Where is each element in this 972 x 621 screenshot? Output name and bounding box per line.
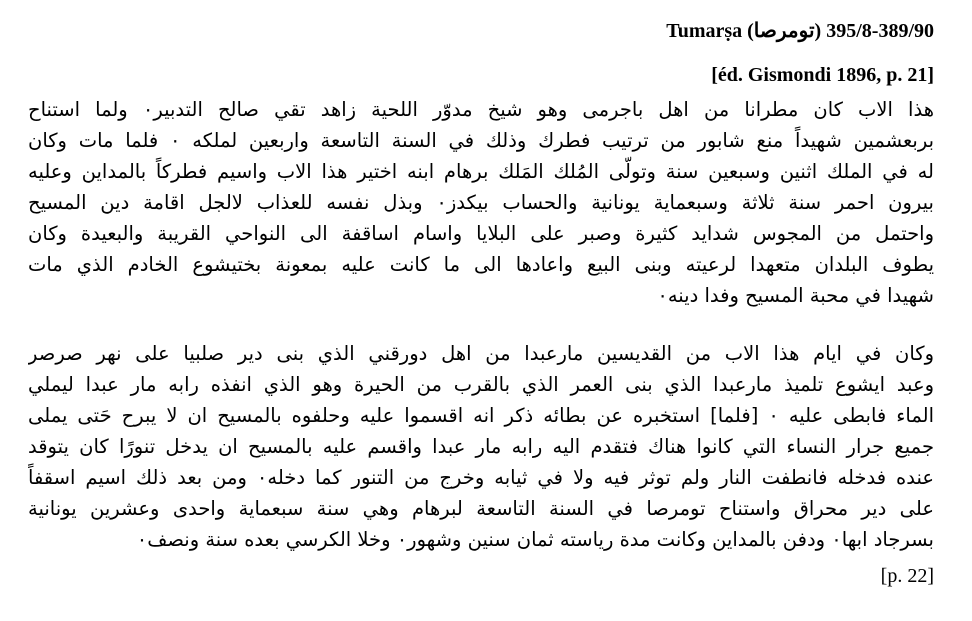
text-line: عنده فدخله فانطفت النار ولم توثر فيه ولا في ثيابه وخرج من التنور كما دخله٠ ومن بعد ذلك اسيم اسقفاً — [28, 466, 934, 489]
text-line: وكان في ايام هذا الاب من القديسين مارعبدا من اهل دورقني الذي بنى دير صلبيا على نهر صرصر — [28, 342, 934, 365]
text-line: الماء فابطى عليه ٠ [فلما] استخبره عن بطائه ذكر انه اقسموا عليه وحلفوه بالمسيح ان لا يبرح حَتى يملى — [28, 404, 934, 427]
page-title: Tumarṣa (تومرصا) 389/90-395/8 — [666, 20, 934, 42]
text-line: على دير محراق واستناح تومرصا في السنة التاسعة لبرهام وهي سنة سبعماية واحدى وعشرين يونانية — [28, 497, 934, 520]
page-reference: [p. 22] — [880, 565, 934, 587]
text-line: شهيدا في محبة المسيح وفدا دينه٠ — [657, 284, 934, 307]
text-line: بربعشمين شهيداً منع شابور من ترتيب فطرك وذلك في السنة التاسعة واربعين لملكه ٠ فلما مات وكان — [28, 129, 934, 152]
paragraph-1 — [28, 94, 934, 311]
text-line: بيرون احمر سنة ثلاثة وسبعماية يونانية والحساب بيكدز٠ وبذل نفسه للعذاب لالجل اقامة دين المسيح — [28, 191, 934, 214]
text-line: بسرجاد ابها٠ ودفن بالمداين وكانت مدة رياسته ثمان سنين وشهور٠ وخلا الكرسي بعده سنة ونصف٠ — [136, 528, 934, 551]
text-line: هذا الاب كان مطرانا من اهل باجرمى وهو شيخ مدوّر اللحية زاهد تقي صالح التدبير٠ ولما استناح — [28, 98, 934, 121]
text-line: واحتمل من المجوس شدايد كثيرة وصبر على البلايا واسام اساقفة الى النواحي القريبة والبعيدة وكان — [28, 222, 934, 245]
paragraph-2 — [28, 338, 934, 555]
edition-reference: [éd. Gismondi 1896, p. 21] — [711, 64, 934, 86]
text-line: له في الملك اثنين وسبعين سنة وتولّى المُلك المَلك برهام ابنه اختير هذا الاب واسيم فطركاً بالمداين وعليه — [28, 160, 934, 183]
text-line: جميع جرار النساء التي كانوا هناك فتقدم اليه رابه مار عبدا واقسم عليه بالمسيح ان يدخل تنورًا كان يتوقد — [28, 435, 934, 458]
text-line: يطوف البلدان متعهدا لرعيته وبنى البيع واعادها الى ما كانت عليه بمعونة بختيشوع الخادم الذي مات — [28, 253, 934, 276]
text-line: وعبد ايشوع تلميذ مارعبدا الذي بنى العمر الذي بالقرب من الحيرة وهو الذي انفذه رابه مار عبدا ليملي — [28, 373, 934, 396]
